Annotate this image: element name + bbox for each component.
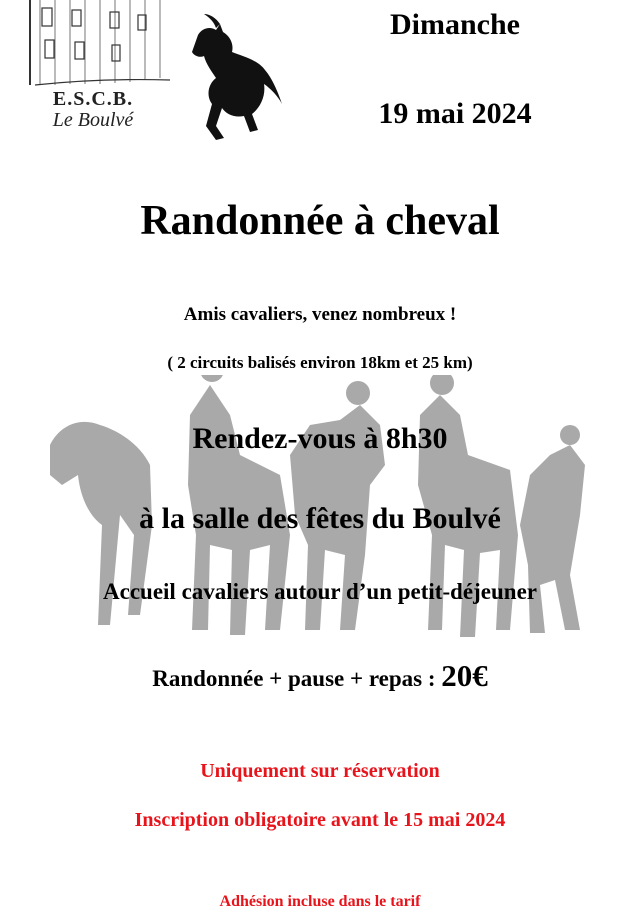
meeting-time: Rendez-vous à 8h30 (192, 422, 448, 455)
logo-caption (38, 88, 148, 132)
deadline-notice: Inscription obligatoire avant le 15 mai 2024 (134, 809, 506, 831)
membership-note: Adhésion incluse dans le tarif (219, 893, 421, 910)
event-date: 19 mai 2024 (378, 97, 532, 130)
horse-icon (192, 14, 282, 140)
circuits-info: ( 2 circuits balisés environ 18km et 25 km) (167, 353, 473, 372)
reservation-notice: Uniquement sur réservation (200, 760, 440, 782)
club-name: E.S.C.B. (52, 88, 134, 110)
welcome-info: Accueil cavaliers autour d’un petit-déjeuner (103, 579, 537, 604)
price: 20€ (441, 658, 488, 693)
event-title: Randonnée à cheval (140, 198, 500, 244)
event-subtitle: Amis cavaliers, venez nombreux ! (183, 304, 457, 325)
meeting-location: à la salle des fêtes du Boulvé (139, 502, 501, 535)
pricing-label: Randonnée + pause + repas : (152, 666, 442, 691)
pricing-line (0, 658, 640, 694)
club-location: Le Boulvé (52, 109, 134, 131)
event-day: Dimanche (390, 8, 520, 41)
castle-sketch-icon (30, 0, 170, 85)
